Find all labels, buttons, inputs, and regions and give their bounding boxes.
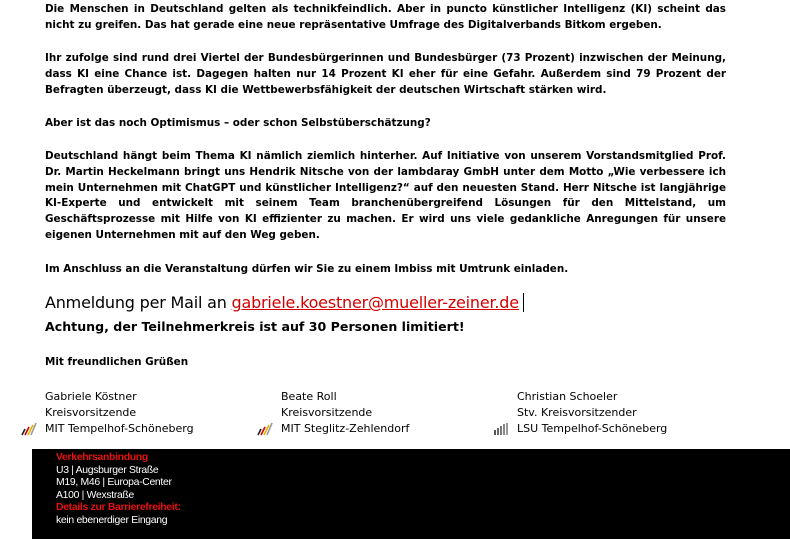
transport-line: M19, M46 | Europa-Center: [56, 477, 172, 488]
limit-notice: Achtung, der Teilnehmerkreis ist auf 30 Personen limitiert!: [45, 319, 465, 334]
lsu-logo-icon: [493, 422, 509, 436]
registration-prefix: Anmeldung per Mail an: [45, 293, 227, 312]
paragraph-survey: Ihr zufolge sind rund drei Viertel der Bundesbürgerinnen und Bundesbürger (73 Prozent) inzwischen der Meinung, dass KI eine Chance ist. Dagegen halten nur 14 Prozent KI eher für eine Gefahr. Außerdem sind 79 Prozent der Befragten überzeugt, dass KI die Wettbewerbsfähigkeit der deutschen Wirtschaft stärken wird.: [45, 52, 726, 96]
footer-text: [56, 452, 181, 527]
signature-org: MIT Steglitz-Zehlendorf: [281, 422, 410, 435]
signature-org: LSU Tempelhof-Schöneberg: [517, 422, 668, 435]
signature-org: MIT Tempelhof-Schöneberg: [45, 422, 194, 435]
signature-name: Christian Schoeler: [517, 390, 618, 403]
transport-heading: Verkehrsanbindung: [56, 452, 148, 463]
paragraph-speaker: Deutschland hängt beim Thema KI nämlich ziemlich hinterher. Auf Initiative von unserem Vorstandsmitglied Prof. Dr. Martin Heckelmann bringt uns Hendrik Nitsche von der lambdaray GmbH unter dem Motto „Wie verbessere ich mein Unternehmen mit ChatGPT und künstlicher Intelligenz?“ auf den neuesten Stand. Herr Nitsche ist langjährige KI-Experte und entwickelt mit seinem Team branchenübergreifend Lösungen für den Mittelstand, um Geschäftsprozesse mit Hilfe von KI effizienter zu machen. Er wird uns viele gedankliche Anregungen für unsere eigenen Unternehmen mit auf den Weg geben.: [45, 150, 726, 241]
signature-role: Kreisvorsitzende: [45, 406, 137, 419]
text-cursor: [523, 293, 525, 312]
paragraph-question: Aber ist das noch Optimismus – oder schon Selbstüberschätzung?: [45, 117, 431, 129]
registration-line: [45, 293, 524, 312]
greeting: Mit freundlichen Grüßen: [45, 356, 189, 368]
mit-logo-icon: [21, 422, 37, 436]
accessibility-text: kein ebenerdiger Eingang: [56, 514, 168, 526]
paragraph-intro: Die Menschen in Deutschland gelten als technikfeindlich. Aber in puncto künstlicher Intelligenz (KI) scheint das nicht zu greifen. Das hat gerade eine neue repräsentative Umfrage des Digitalverbands Bitkom ergeben.: [45, 3, 726, 31]
footer-info-panel: [32, 449, 790, 539]
registration-email-link[interactable]: gabriele.koestner@mueller-zeiner.de: [231, 293, 519, 312]
transport-line: U3 | Augsburger Straße: [56, 464, 159, 476]
signature-block-1: [45, 389, 194, 437]
mit-logo-icon: [257, 422, 273, 436]
signature-block-3: [517, 389, 667, 437]
signature-block-2: [281, 389, 409, 437]
signature-name: Beate Roll: [281, 390, 337, 403]
signature-role: Kreisvorsitzende: [281, 406, 373, 419]
signature-name: Gabriele Köstner: [45, 390, 137, 403]
paragraph-catering: Im Anschluss an die Veranstaltung dürfen wir Sie zu einem Imbiss mit Umtrunk einladen.: [45, 263, 569, 275]
signature-role: Stv. Kreisvorsitzender: [517, 406, 637, 419]
accessibility-heading: Details zur Barrierefreiheit:: [56, 502, 181, 513]
transport-line: A100 | Wexstraße: [56, 489, 134, 501]
